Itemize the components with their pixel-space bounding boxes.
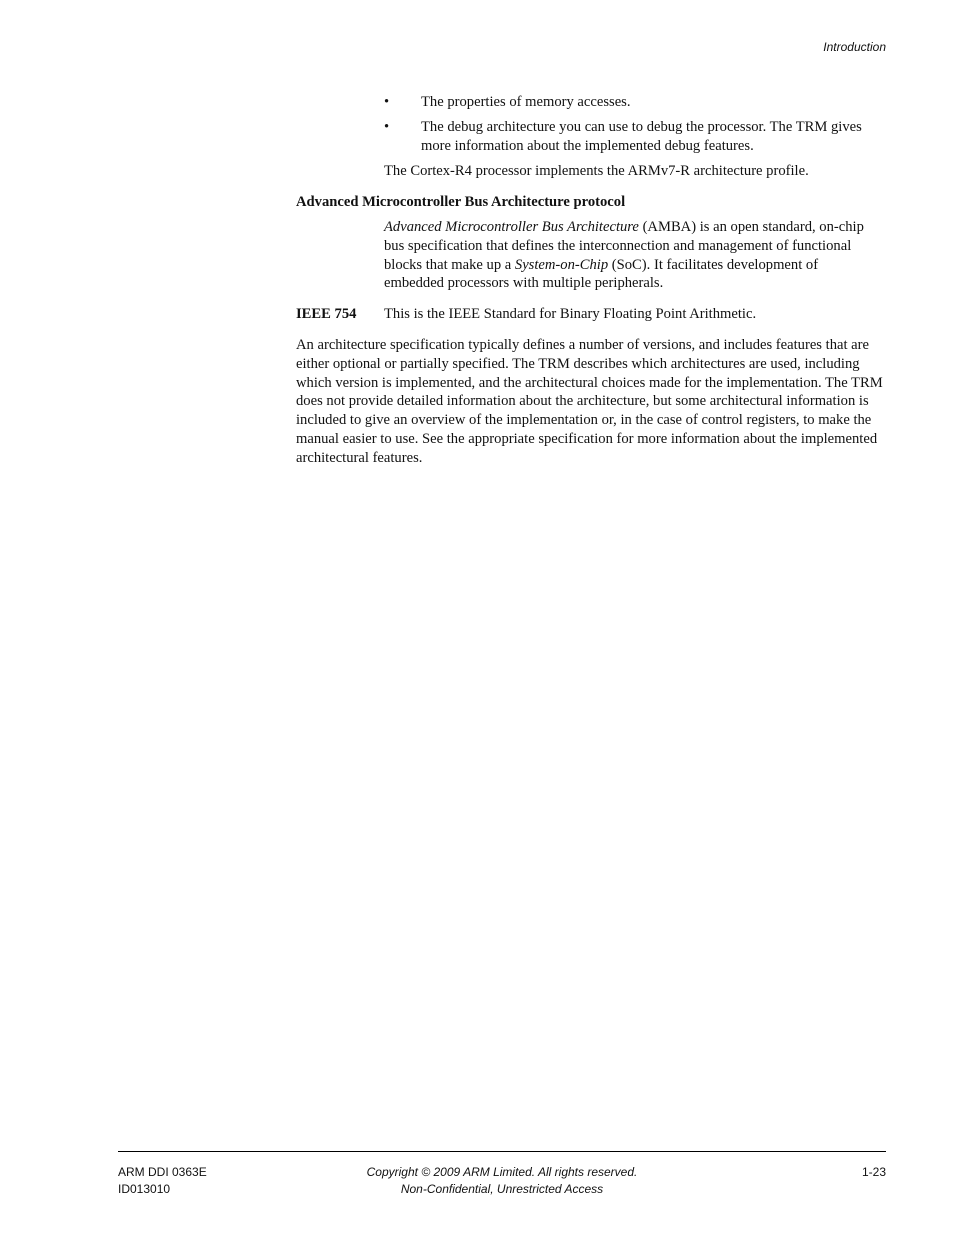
ieee-term: IEEE 754	[296, 306, 357, 322]
bullet-text: The debug architecture you can use to debug the processor. The TRM gives more information about the implemented debug features.	[421, 119, 862, 154]
footer-doc-info	[118, 1164, 207, 1198]
doc-number: ARM DDI 0363E	[118, 1165, 207, 1179]
page-number: 1-23	[861, 1165, 886, 1179]
confidentiality-notice: Non-Confidential, Unrestricted Access	[400, 1182, 604, 1196]
bullet-marker: •	[384, 119, 390, 135]
soc-term: System-on-Chip	[514, 256, 609, 273]
amba-heading: Advanced Microcontroller Bus Architecture protocol	[296, 194, 626, 210]
architecture-paragraph: An architecture specification typically defines a number of versions, and includes features that are either optional or partially specified. The TRM describes which architectures are used, including which version is implemented, and the architectural choices made for the implementation. The TRM does not provide detailed information about the architecture, but some architectural information is included to give an overview of the implementation or, in the case of control registers, to make the manual easier to use. See the appropriate specification for more information about the implemented architectural features.	[296, 337, 883, 466]
copyright-notice: Copyright © 2009 ARM Limited. All rights reserved.	[366, 1165, 638, 1179]
ieee-text: This is the IEEE Standard for Binary Floating Point Arithmetic.	[384, 306, 757, 322]
cortex-note: The Cortex-R4 processor implements the ARMv7-R architecture profile.	[384, 163, 809, 179]
amba-definition	[384, 218, 872, 293]
footer-legal	[300, 1164, 704, 1198]
doc-id: ID013010	[118, 1182, 171, 1196]
footer-divider	[118, 1151, 886, 1152]
running-header: Introduction	[823, 40, 886, 54]
bullet-marker: •	[384, 94, 390, 110]
bullet-text: The properties of memory accesses.	[421, 94, 631, 110]
amba-text-part2: (SoC). It facilitates development of embedded processors with multiple peripherals.	[384, 256, 819, 292]
amba-term: Advanced Microcontroller Bus Architecture	[384, 219, 639, 235]
amba-text-part1: (AMBA) is an open standard, on-chip bus specification that defines the interconnection and management of functional blocks that make up a	[384, 219, 864, 273]
